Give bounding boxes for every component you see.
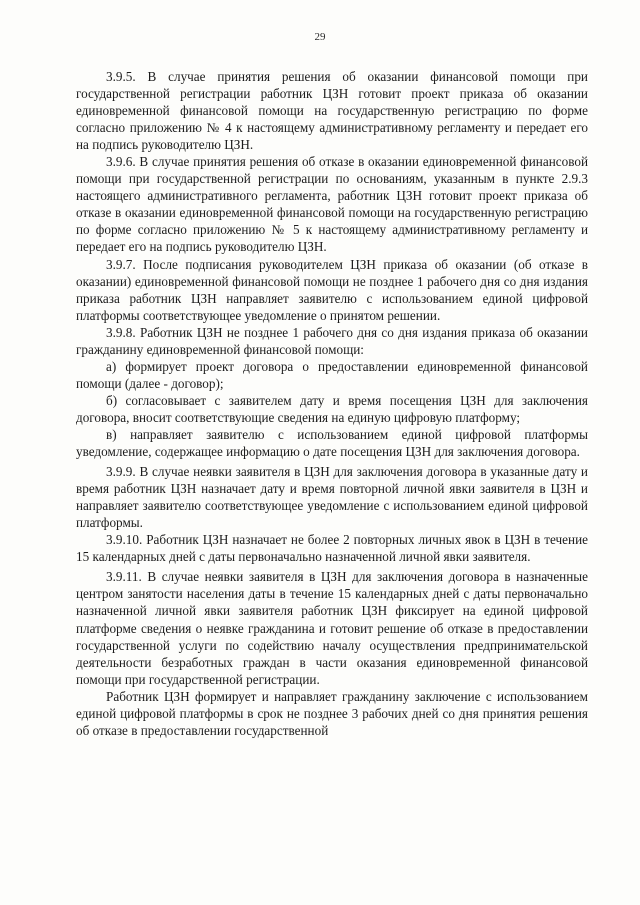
paragraph-3-9-6: 3.9.6. В случае принятия решения об отказе в оказании единовременной финансовой помощи при государственной регистрации по основаниям, указанным в пункте 2.9.3 настоящего административного регламента, работник ЦЗН готовит проект приказа об отказе в оказании единовременной финансовой помощи на государственную регистрацию по форме согласно приложению № 5 к настоящему административному регламенту и передает его на подпись руководителю ЦЗН. — [76, 154, 588, 255]
paragraph-3-9-9: 3.9.9. В случае неявки заявителя в ЦЗН для заключения договора в указанные дату и время работник ЦЗН назначает дату и время повторной личной явки заявителя в ЦЗН и направляет заявителю соответствующее уведомление с использованием единой цифровой платформы. — [76, 464, 588, 531]
list-item-a: а) формирует проект договора о предоставлении единовременной финансовой помощи (далее - договор); — [76, 358, 588, 391]
paragraph-3-9-5: 3.9.5. В случае принятия решения об оказании финансовой помощи при государственной регистрации работник ЦЗН готовит проект приказа об оказании единовременной финансовой помощи на государственную регистрацию по форме согласно приложению № 4 к настоящему административному регламенту и передает его на подпись руководителю ЦЗН. — [76, 69, 588, 153]
paragraph-3-9-10: 3.9.10. Работник ЦЗН назначает не более 2 повторных личных явок в ЦЗН в течение 15 календарных дней с даты первоначально назначенной личной явки заявителя. — [76, 532, 588, 565]
list-item-b: б) согласовывает с заявителем дату и время посещения ЦЗН для заключения договора, вносит соответствующие сведения на единую цифровую платформу; — [76, 392, 588, 425]
paragraph-3-9-7: 3.9.7. После подписания руководителем ЦЗН приказа об оказании (об отказе в оказании) единовременной финансовой помощи не позднее 1 рабочего дня со дня издания приказа работник ЦЗН направляет заявителю с использованием единой цифровой платформы соответствующее уведомление о принятом решении. — [76, 256, 588, 323]
page-number: 29 — [314, 31, 326, 43]
paragraph-3-9-8: 3.9.8. Работник ЦЗН не позднее 1 рабочего дня со дня издания приказа об оказании гражданину единовременной финансовой помощи: — [76, 324, 588, 357]
paragraph-3-9-11: 3.9.11. В случае неявки заявителя в ЦЗН для заключения договора в назначенные центром занятости населения даты в течение 15 календарных дней с даты первоначально назначенной личной явки заявителя работник ЦЗН фиксирует на единой цифровой платформе сведения о неявке гражданина и готовит решение об отказе в предоставлении государственной услуги по содействию началу осуществления предпринимательской деятельности безработных граждан в части оказания единовременной финансовой помощи при государственной регистрации. — [76, 569, 588, 687]
document-body — [76, 68, 588, 739]
paragraph-conclusion: Работник ЦЗН формирует и направляет гражданину заключение с использованием единой цифровой платформы в срок не позднее 3 рабочих дней со дня принятия решения об отказе в предоставлении государственной — [76, 688, 588, 738]
list-item-c: в) направляет заявителю с использованием единой цифровой платформы уведомление, содержащее информацию о дате посещения ЦЗН для заключения договора. — [76, 426, 588, 460]
